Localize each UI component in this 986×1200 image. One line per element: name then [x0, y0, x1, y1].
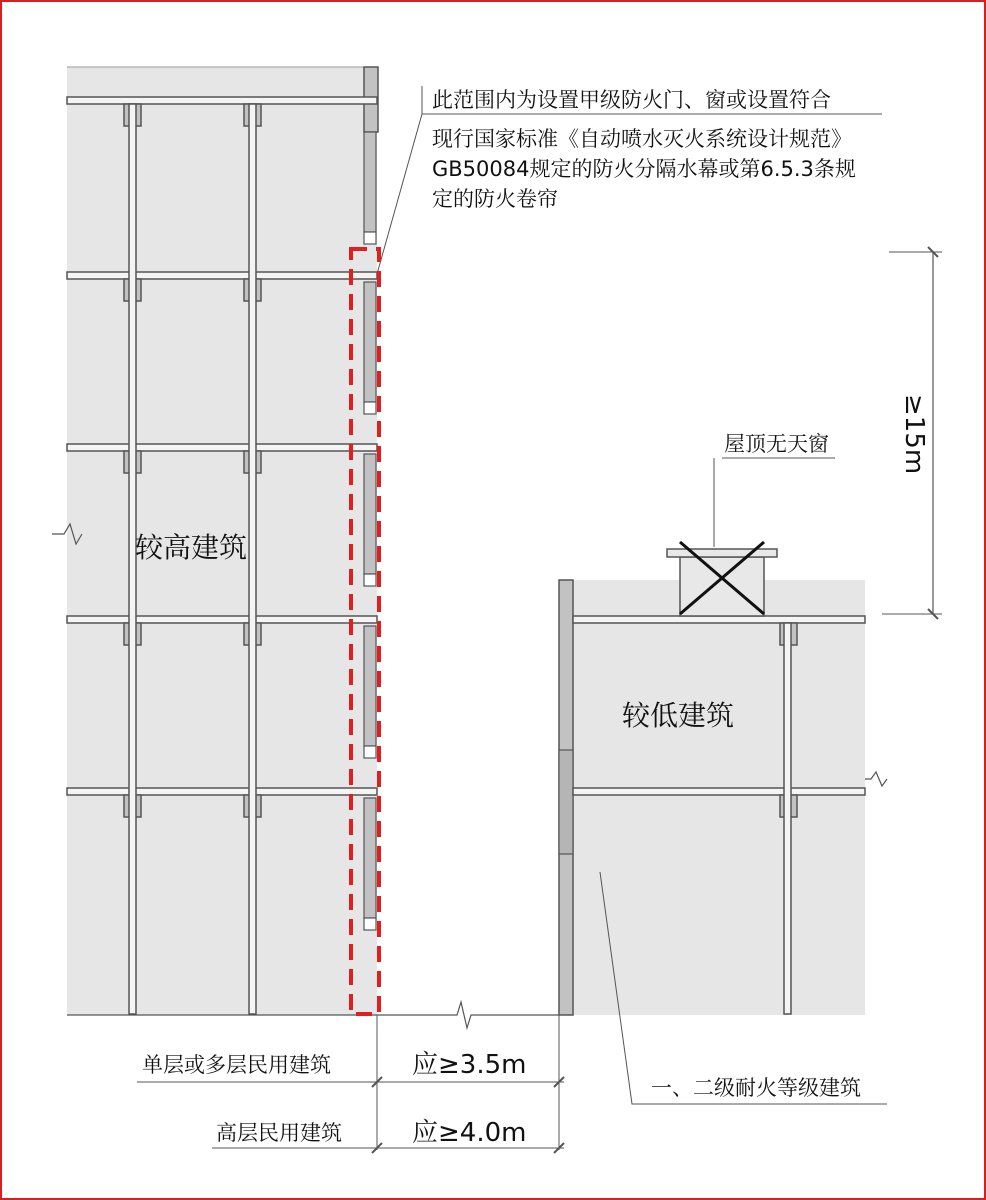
skylight-note: 屋顶无天窗: [724, 432, 829, 456]
wall-segment: [364, 626, 376, 746]
floor-slab: [67, 788, 377, 795]
wall-segment: [364, 454, 376, 574]
floor-slab: [67, 272, 377, 279]
lower-floor-slab: [573, 788, 865, 795]
break-mark-right: [865, 772, 887, 786]
floor-slab: [67, 97, 377, 104]
note-line-4: 定的防火卷帘: [432, 187, 558, 211]
window-sill: [364, 918, 376, 930]
height-dimension-label: ≥15m: [899, 394, 929, 475]
window-sill: [364, 402, 376, 414]
spacing-type-2: 高层民用建筑: [216, 1121, 342, 1145]
lower-column: [784, 623, 791, 1014]
window-sill: [364, 232, 376, 244]
spacing-value-2: 应≥4.0m: [412, 1118, 527, 1148]
lower-building-wall: [559, 580, 865, 1015]
note-line-2: 现行国家标准《自动喷水灭火系统设计规范》: [432, 127, 852, 151]
note-line-1: 此范围内为设置甲级防火门、窗或设置符合: [432, 88, 831, 112]
roof-box: [680, 557, 764, 616]
lower-floor-slab: [573, 616, 865, 623]
spacing-type-1: 单层或多层民用建筑: [142, 1053, 331, 1077]
note-line-3: GB50084规定的防火分隔水幕或第6.5.3条规: [432, 157, 856, 181]
wall-segment: [364, 798, 376, 918]
lower-building-label: 较低建筑: [622, 699, 735, 732]
lower-wall-segment: [559, 750, 573, 854]
floor-slab: [67, 616, 377, 623]
column: [249, 104, 256, 1014]
window-sill: [364, 746, 376, 758]
window-sill: [364, 574, 376, 586]
spacing-value-1: 应≥3.5m: [412, 1050, 527, 1080]
wall-segment: [364, 282, 376, 402]
floor-slab: [67, 444, 377, 451]
wall-segment: [364, 132, 376, 232]
fire-rating-note: 一、二级耐火等级建筑: [651, 1076, 861, 1100]
note-leader: [377, 86, 422, 274]
lower-building-elevation: [559, 542, 887, 1015]
taller-building-label: 较高建筑: [135, 531, 248, 564]
roof-cap: [667, 549, 777, 557]
